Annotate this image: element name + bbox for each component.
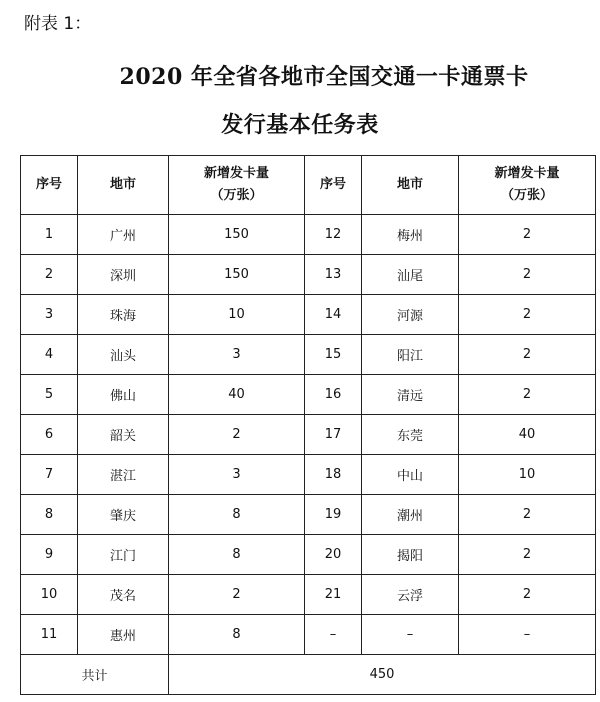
table-row [21,375,596,415]
table-row [21,255,596,295]
right-city-cell: 清远 [362,375,459,415]
total-row [21,655,596,695]
right-seq-cell: 18 [305,455,362,495]
right-seq-cell: 19 [305,495,362,535]
left-city-cell: 肇庆 [78,495,169,535]
left-city-cell: 珠海 [78,295,169,335]
left-seq-cell: 1 [21,215,78,255]
right-seq-cell: 16 [305,375,362,415]
header-city-right: 地市 [362,156,459,215]
header-cards-line1: 新增发卡量 [203,166,269,181]
right-city-cell: 揭阳 [362,535,459,575]
table-row [21,615,596,655]
left-seq-cell: 3 [21,295,78,335]
document-title-line-1: 2020 年全省各地市全国交通一卡通票卡 [119,64,529,90]
right-cards-cell: 2 [459,215,596,255]
right-city-cell: 中山 [362,455,459,495]
header-seq-left: 序号 [21,156,78,215]
table-row [21,535,596,575]
left-seq-cell: 7 [21,455,78,495]
left-cards-cell: 8 [169,615,305,655]
table-row [21,495,596,535]
left-seq-cell: 4 [21,335,78,375]
right-seq-cell: 13 [305,255,362,295]
left-city-cell: 惠州 [78,615,169,655]
left-cards-cell: 40 [169,375,305,415]
right-cards-cell: 40 [459,415,596,455]
right-cards-cell: – [459,615,596,655]
header-seq-right: 序号 [305,156,362,215]
table-row [21,295,596,335]
left-city-cell: 广州 [78,215,169,255]
left-seq-cell: 5 [21,375,78,415]
total-label: 共计 [21,655,169,695]
left-cards-cell: 8 [169,495,305,535]
table-row [21,415,596,455]
left-city-cell: 汕头 [78,335,169,375]
left-cards-cell: 150 [169,215,305,255]
left-city-cell: 茂名 [78,575,169,615]
left-seq-cell: 8 [21,495,78,535]
total-value: 450 [169,655,596,695]
left-city-cell: 湛江 [78,455,169,495]
header-city-left: 地市 [78,156,169,215]
header-cards-line1: 新增发卡量 [494,166,560,181]
right-city-cell: 云浮 [362,575,459,615]
table-row [21,335,596,375]
table-header-row [21,156,596,215]
left-seq-cell: 11 [21,615,78,655]
right-city-cell: 东莞 [362,415,459,455]
header-cards-line2: （万张） [210,188,263,203]
left-city-cell: 韶关 [78,415,169,455]
left-city-cell: 江门 [78,535,169,575]
left-seq-cell: 10 [21,575,78,615]
left-cards-cell: 3 [169,455,305,495]
right-cards-cell: 2 [459,295,596,335]
right-city-cell: 潮州 [362,495,459,535]
right-cards-cell: 2 [459,575,596,615]
left-cards-cell: 150 [169,255,305,295]
table-row [21,215,596,255]
right-cards-cell: 10 [459,455,596,495]
right-cards-cell: 2 [459,375,596,415]
header-cards-right [459,156,596,215]
left-city-cell: 佛山 [78,375,169,415]
annex-label: 附表 1： [24,14,92,34]
left-cards-cell: 10 [169,295,305,335]
left-cards-cell: 2 [169,415,305,455]
left-cards-cell: 2 [169,575,305,615]
right-seq-cell: 15 [305,335,362,375]
right-city-cell: 河源 [362,295,459,335]
right-city-cell: 梅州 [362,215,459,255]
left-seq-cell: 6 [21,415,78,455]
right-seq-cell: 14 [305,295,362,335]
right-seq-cell: – [305,615,362,655]
right-cards-cell: 2 [459,255,596,295]
right-seq-cell: 17 [305,415,362,455]
right-cards-cell: 2 [459,535,596,575]
left-cards-cell: 8 [169,535,305,575]
left-city-cell: 深圳 [78,255,169,295]
right-city-cell: 汕尾 [362,255,459,295]
left-cards-cell: 3 [169,335,305,375]
document-title-line-2: 发行基本任务表 [221,112,379,138]
right-city-cell: 阳江 [362,335,459,375]
right-cards-cell: 2 [459,335,596,375]
card-issuance-table [20,155,596,695]
left-seq-cell: 9 [21,535,78,575]
header-cards-line2: （万张） [500,188,553,203]
right-cards-cell: 2 [459,495,596,535]
table-row [21,575,596,615]
right-city-cell: – [362,615,459,655]
left-seq-cell: 2 [21,255,78,295]
right-seq-cell: 12 [305,215,362,255]
right-seq-cell: 20 [305,535,362,575]
table-row [21,455,596,495]
right-seq-cell: 21 [305,575,362,615]
header-cards-left [169,156,305,215]
